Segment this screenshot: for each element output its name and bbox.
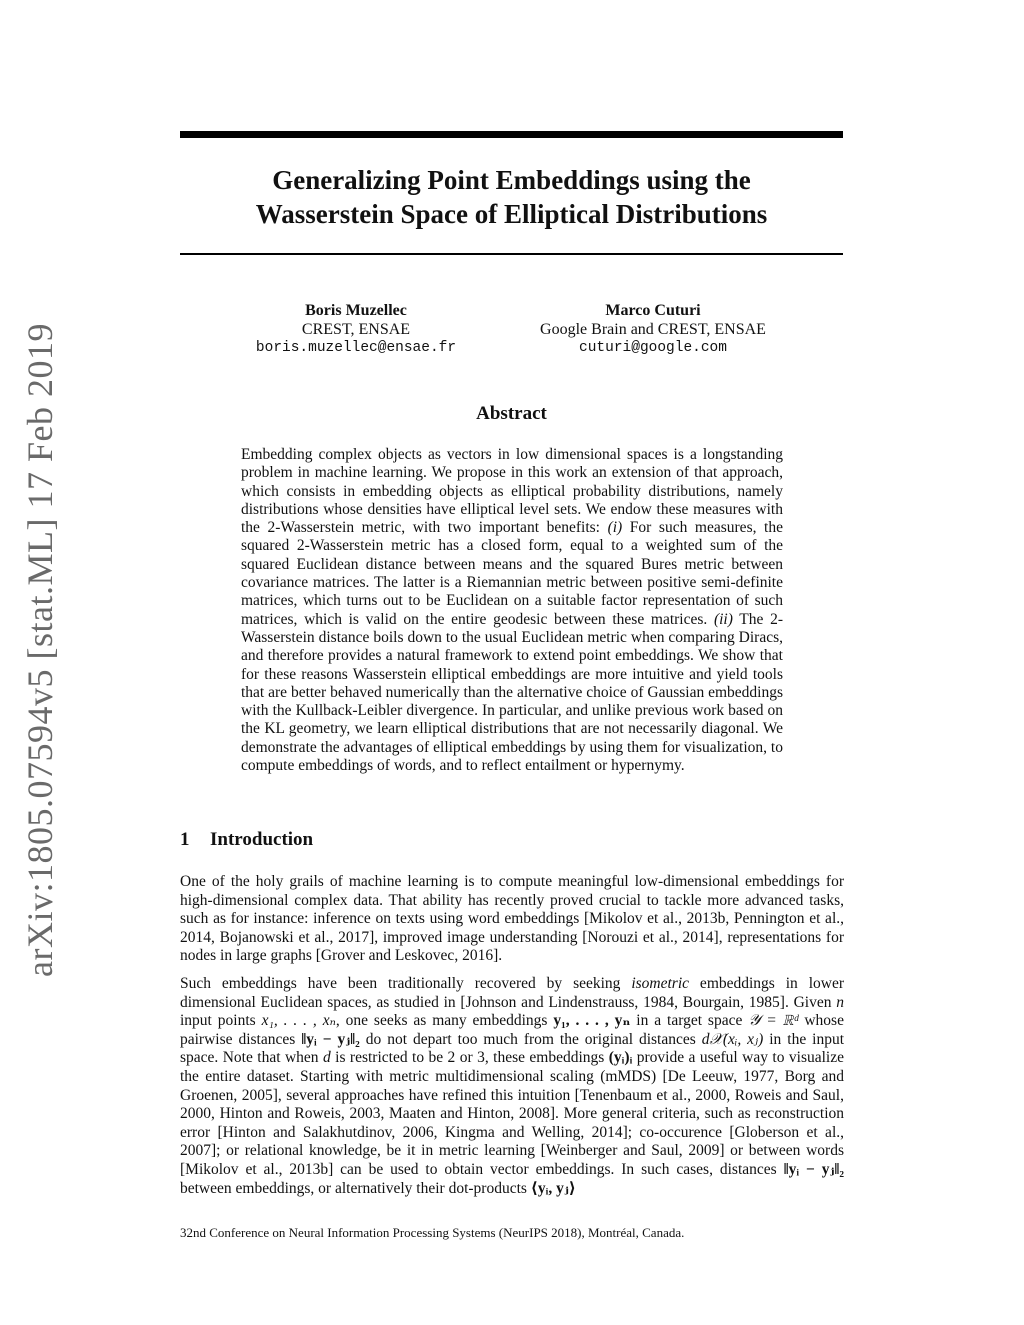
section-heading-introduction [180,829,313,851]
math-embedding-distance: ‖yᵢ − yⱼ‖₂ [783,1160,845,1178]
abstract-marker-ii: (ii) [713,610,733,628]
text-run: in the input space. Note that when [180,1030,845,1067]
text-run: provide a useful way to visualize the entire dataset. Starting with metric multidimensional scaling (mMDS) [De Leeuw, 1977, Borg and Groenen, 2005], several approaches have refined this intuition [Tenenbaum et al., 2000, Roweis and Saul, 2000, Hinton and Roweis, 2003, Maaten and Hinton, 2008]. More general criteria, such as reconstruction error [Hinton and Salakhutdinov, 2006, Kingma and Welling, 2014]; co-occurence [Globerson et al., 2007]; or relational knowledge, be it in metric learning [Weinberger and Saul, 2009] or between words [Mikolov et al., 2013b] can be used to obtain vector embeddings. In such cases, distances [180,1049,844,1178]
title-line-1: Generalizing Point Embeddings using the [272,165,751,195]
math-pairwise-distance: ‖yᵢ − yⱼ‖₂ [301,1030,360,1048]
text-run: between embeddings, or alternatively their dot-products [180,1179,531,1197]
abstract-part-2: For such measures, the squared 2-Wasserstein metric has a closed form, equal to a weighted sum of the squared Euclidean distance between means and the squared Bures metric between covariance matrices. The latter is a Riemannian metric between positive semi-definite matrices, which turns out to be Euclidean on a suitable factor representation of such matrices, which is valid on the entire geodesic between these matrices. [241,519,783,628]
text-run: input points [180,1012,262,1030]
math-embeddings: y₁, . . . , yₙ [553,1012,631,1030]
arxiv-identifier: arXiv:1805.07594v5 [stat.ML] 17 Feb 2019 [20,323,60,977]
text-run: in a target space [630,1012,749,1030]
intro-paragraph-2 [180,975,844,1198]
author-name: Marco Cuturi [605,302,701,319]
math-target-space: 𝒴 = ℝᵈ [748,1012,799,1030]
abstract-text [241,446,783,775]
author-email: cuturi@google.com [579,340,727,356]
math-dot-product: ⟨yᵢ, yⱼ⟩ [530,1179,576,1197]
abstract-heading: Abstract [476,403,547,424]
title-top-rule [180,131,843,138]
text-run: Such embeddings have been traditionally recovered by seeking [180,974,632,992]
section-title: Introduction [210,829,314,850]
author-affiliation: CREST, ENSAE [301,321,411,338]
math-n: n [836,993,844,1011]
introduction-body [180,873,844,1207]
abstract-part-1: Embedding complex objects as vectors in low dimensional spaces is a longstanding problem in machine learning. We propose in this work an extension of that approach, which consists in embedding objects as elliptical probability distributions, namely distributions whose densities have elliptical level sets. We endow these measures with the 2-Wasserstein metric, with two important benefits: [241,446,783,537]
author-affiliation: Google Brain and CREST, ENSAE [540,321,766,338]
section-number: 1 [180,829,190,850]
intro-paragraph-1: One of the holy grails of machine learning is to compute meaningful low-dimensional embeddings for high-dimensional complex data. That ability has recently proved crucial to tackle more advanced tasks, such as for instance: inference on texts using word embeddings [Mikolov et al., 2013b, Pennington et al., 2014, Bojanowski et al., 2017], improved image understanding [Norouzi et al., 2014], representations for nodes in large graphs [Grover and Leskovec, 2016]. [180,873,844,965]
math-input-points: x₁, . . . , xₙ [261,1012,336,1030]
math-d: d [322,1049,331,1067]
emphasis-isometric: isometric [631,974,690,992]
conference-footnote: 32nd Conference on Neural Information Processing Systems (NeurIPS 2018), Montréal, Canada. [180,1225,685,1240]
text-run: embeddings in lower dimensional Euclidean spaces, as studied in [Johnson and Lindenstrauss, 1984, Bourgain, 1985]. Given [180,974,844,1011]
paper-title [180,163,843,231]
text-run: is restricted to be 2 or 3, these embeddings [330,1049,609,1067]
author-email: boris.muzellec@ensae.fr [255,340,457,356]
abstract-part-3: The 2-Wasserstein distance boils down to the usual Euclidean metric when comparing Diracs, and therefore provides a natural framework to extend point embeddings. We show that for these reasons Wasserstein elliptical embeddings are more intuitive and yield tools that are better behaved numerically than the alternative choice of Gaussian embeddings with the Kullback-Leibler divergence. In particular, and unlike previous work based on the KL geometry, we learn elliptical distributions that are not necessarily diagonal. We demonstrate the advantages of elliptical embeddings by using them for visualization, to compute embeddings of words, and to reflect entailment or hypernymy. [241,610,783,775]
text-run: , one seeks as many embeddings [335,1012,554,1030]
math-embedding-family: (yᵢ)ᵢ [608,1049,633,1067]
abstract-marker-i: (i) [607,519,623,537]
title-bottom-rule [180,253,843,255]
author-name: Boris Muzellec [305,302,407,319]
title-line-2: Wasserstein Space of Elliptical Distributions [255,199,768,229]
author-block-1 [206,301,506,358]
text-run: do not depart too much from the original distances [359,1030,702,1048]
text-run: whose pairwise distances [180,1012,844,1048]
math-original-distance: d𝒳(xᵢ, xⱼ) [701,1030,764,1048]
author-block-2 [503,301,803,358]
